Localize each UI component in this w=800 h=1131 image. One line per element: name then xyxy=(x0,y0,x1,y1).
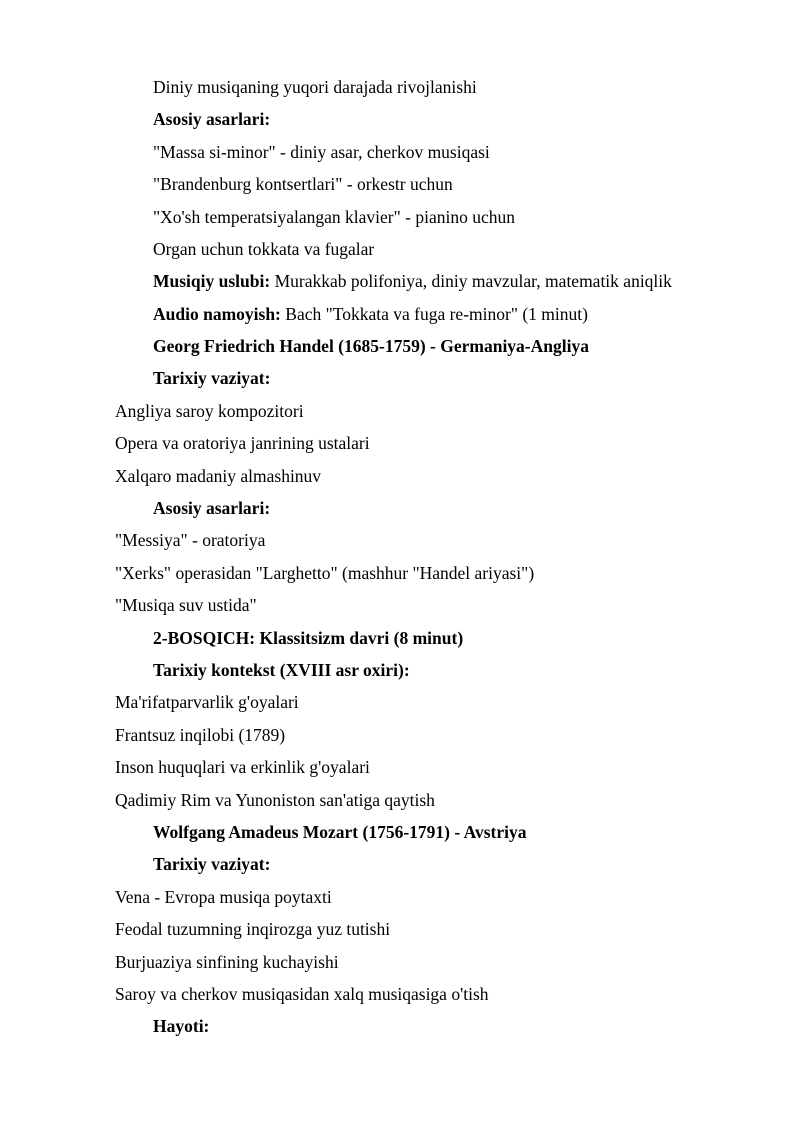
mozart-situation-item: Vena - Evropa musiqa poytaxti xyxy=(115,887,332,907)
bach-audio-demo: Audio namoyish: Bach "Tokkata va fuga re-minor" (1 minut) xyxy=(153,304,588,324)
mozart-situation-heading: Tarixiy vaziyat: xyxy=(153,854,271,874)
handel-works-heading: Asosiy asarlari: xyxy=(153,498,271,518)
bach-work-organ: Organ uchun tokkata va fugalar xyxy=(153,239,375,259)
handel-work-item: "Musiqa suv ustida" xyxy=(115,595,257,615)
handel-situation-item: Opera va oratoriya janrining ustalari xyxy=(115,433,370,453)
bach-work-mass: "Massa si-minor" - diniy asar, cherkov musiqasi xyxy=(153,142,490,162)
classicism-context-item: Qadimiy Rim va Yunoniston san'atiga qaytish xyxy=(115,790,435,810)
handel-situation-heading: Tarixiy vaziyat: xyxy=(153,368,271,388)
mozart-heading: Wolfgang Amadeus Mozart (1756-1791) - Avstriya xyxy=(153,822,527,842)
handel-work-item: "Messiya" - oratoriya xyxy=(115,530,266,550)
classicism-context-item: Frantsuz inqilobi (1789) xyxy=(115,725,286,745)
classicism-context-heading: Tarixiy kontekst (XVIII asr oxiri): xyxy=(153,660,410,680)
mozart-situation-item: Feodal tuzumning inqirozga yuz tutishi xyxy=(115,919,391,939)
classicism-context-item: Inson huquqlari va erkinlik g'oyalari xyxy=(115,757,370,777)
handel-work-item: "Xerks" operasidan "Larghetto" (mashhur "Handel ariyasi") xyxy=(115,563,535,583)
handel-heading: Georg Friedrich Handel (1685-1759) - Germaniya-Angliya xyxy=(153,336,589,356)
classicism-context-item: Ma'rifatparvarlik g'oyalari xyxy=(115,692,299,712)
bach-style: Musiqiy uslubi: Murakkab polifoniya, diniy mavzular, matematik aniqlik xyxy=(153,271,672,291)
mozart-situation-item: Burjuaziya sinfining kuchayishi xyxy=(115,952,339,972)
bach-work-clavier: "Xo'sh temperatsiyalangan klavier" - pianino uchun xyxy=(153,207,515,227)
bach-feature-religious-music: Diniy musiqaning yuqori darajada rivojlanishi xyxy=(153,77,477,97)
stage-2-heading: 2-BOSQICH: Klassitsizm davri (8 minut) xyxy=(153,628,464,648)
handel-situation-item: Angliya saroy kompozitori xyxy=(115,401,304,421)
bach-work-brandenburg: "Brandenburg kontsertlari" - orkestr uchun xyxy=(153,174,453,194)
bach-works-heading: Asosiy asarlari: xyxy=(153,109,271,129)
handel-situation-item: Xalqaro madaniy almashinuv xyxy=(115,466,322,486)
mozart-situation-item: Saroy va cherkov musiqasidan xalq musiqasiga o'tish xyxy=(115,984,489,1004)
mozart-life-heading: Hayoti: xyxy=(153,1016,210,1036)
